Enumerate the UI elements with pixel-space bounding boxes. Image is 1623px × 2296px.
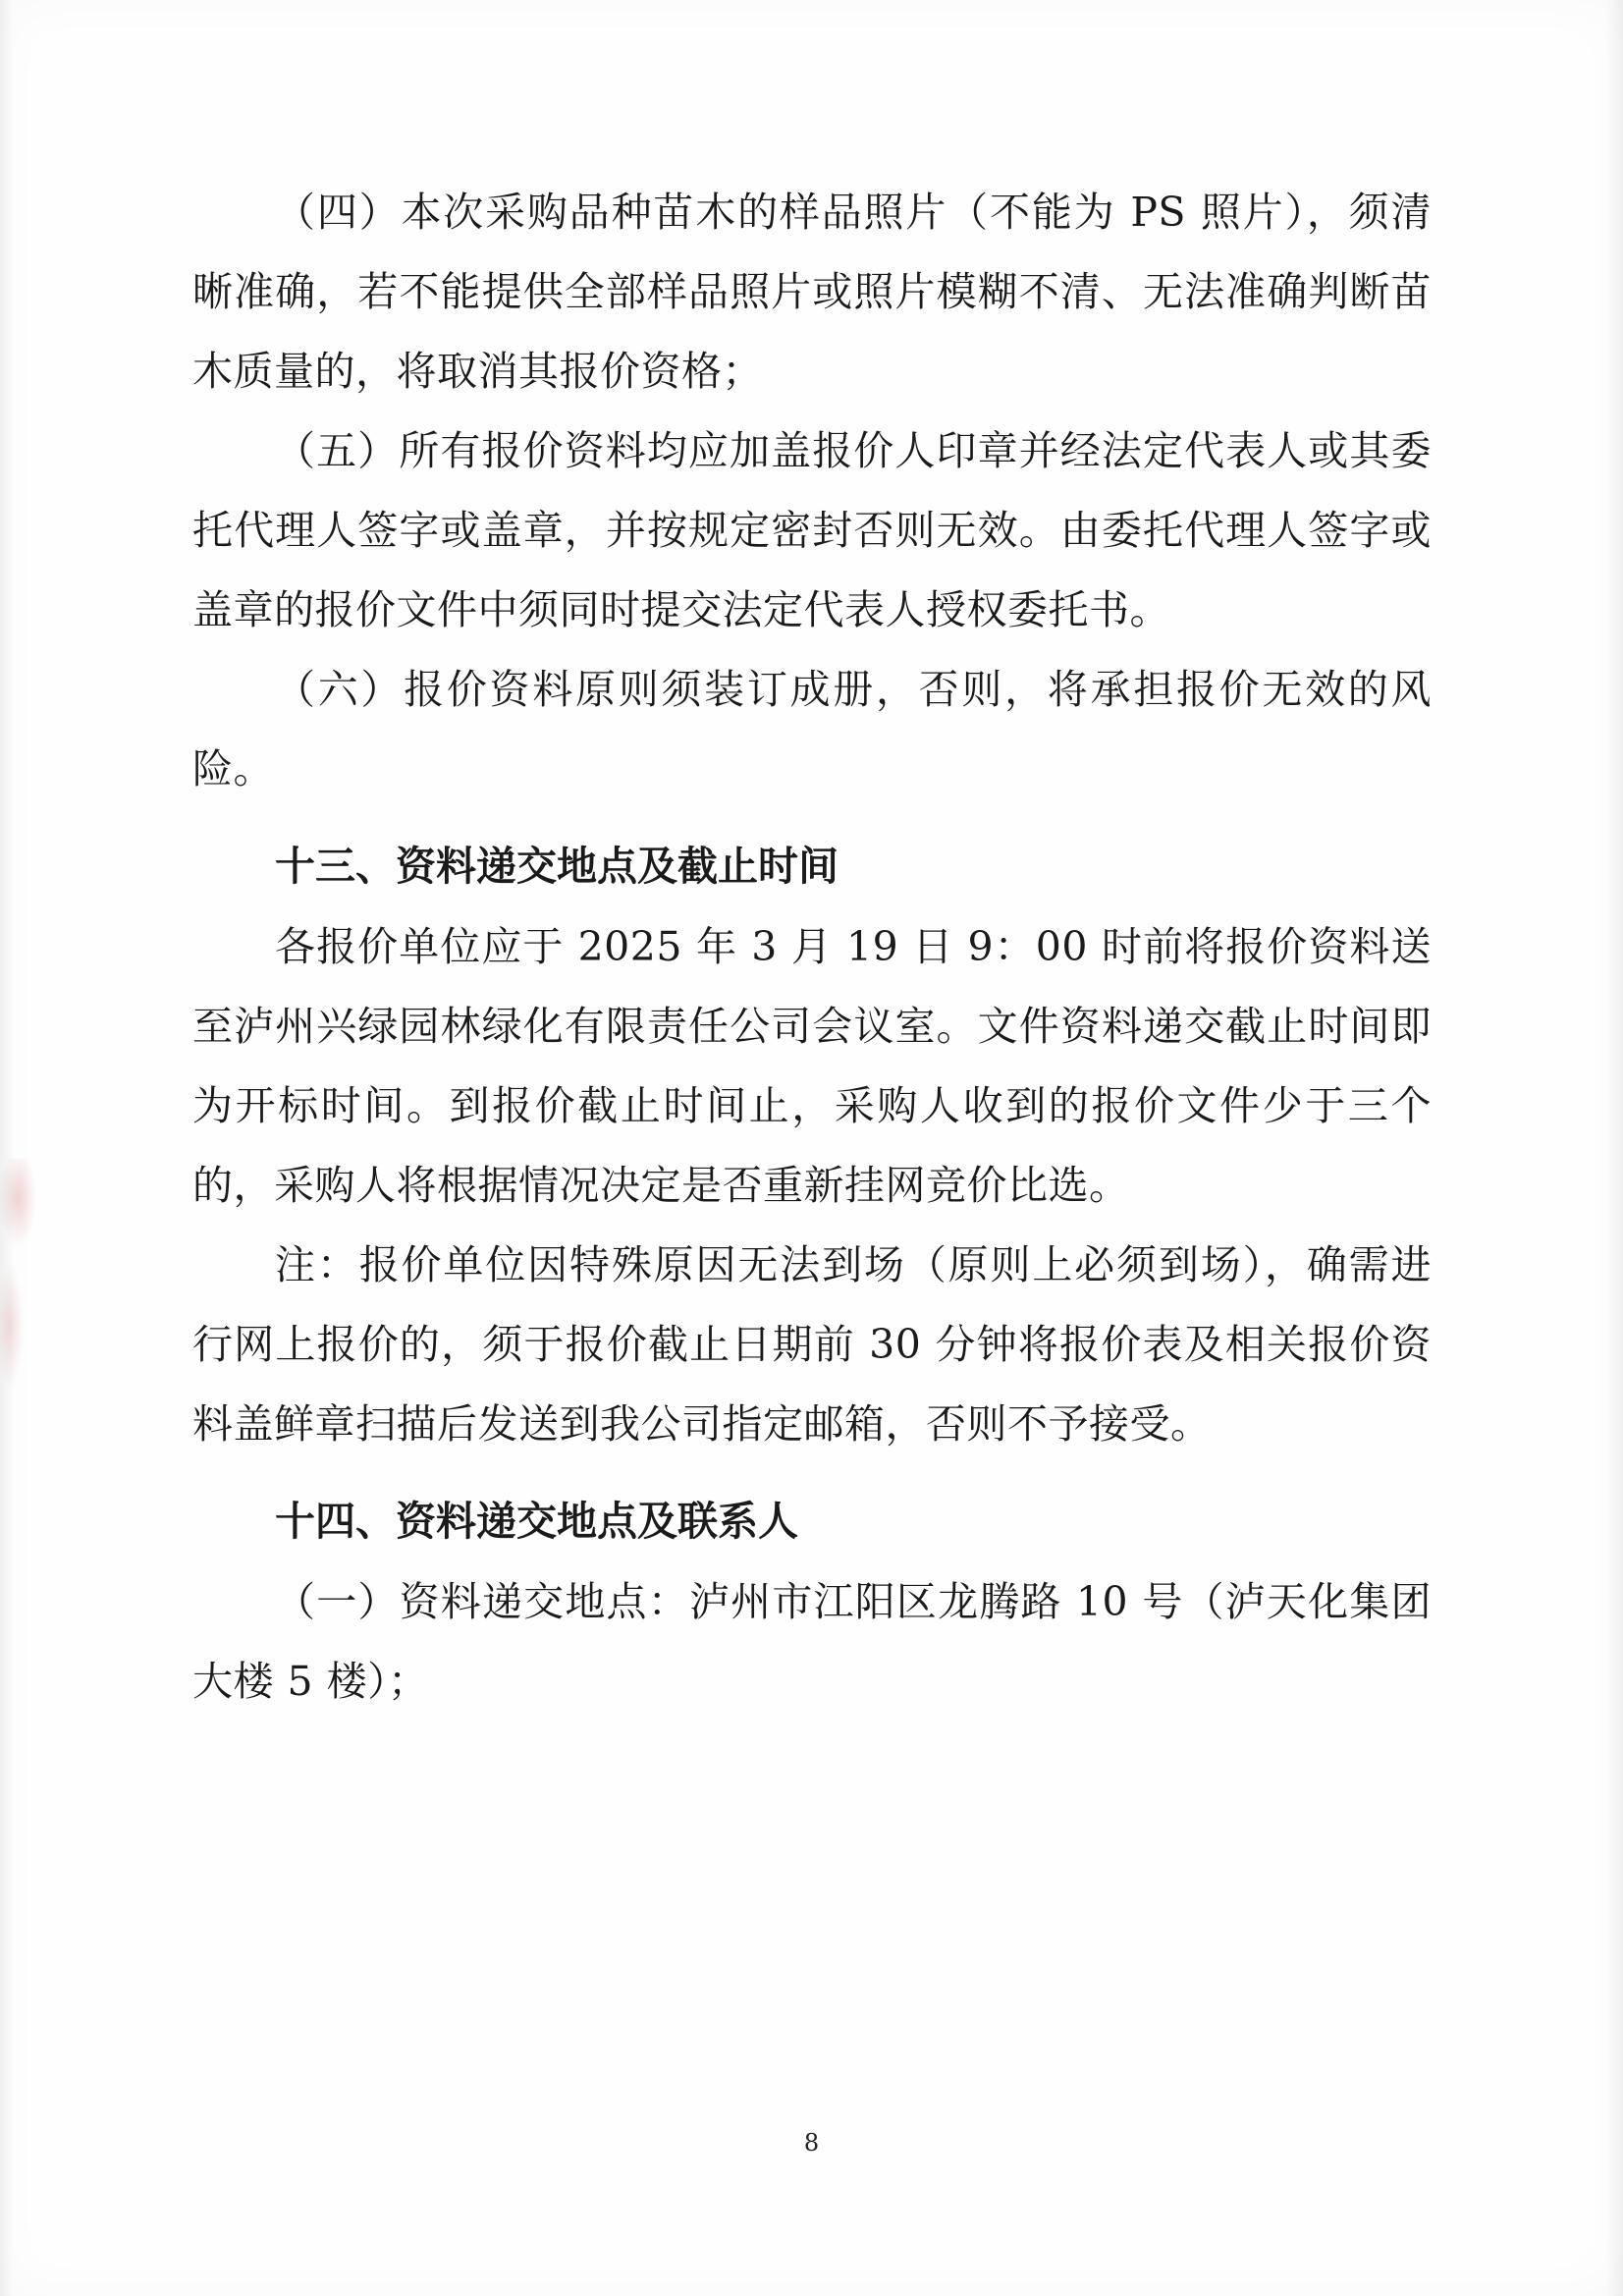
paragraph-block-item-5 [192,411,1432,650]
paragraph-item-6: （六）报价资料原则须装订成册，否则，将承担报价无效的风险。 [192,666,1432,793]
section-heading-13: 十三、资料递交地点及截止时间 [275,843,839,890]
document-body [192,173,1432,1722]
page-number: 8 [803,2129,820,2157]
paragraph-block-item-4 [192,173,1432,411]
paragraph-block-item-6 [192,650,1432,809]
paragraph-item-5: （五）所有报价资料均应加盖报价人印章并经法定代表人或其委托代理人签字或盖章，并按规定密封否则无效。由委托代理人签字或盖章的报价文件中须同时提交法定代表人授权委托书。 [192,427,1432,633]
paragraph-submission-note: 注：报价单位因特殊原因无法到场（原则上必须到场），确需进行网上报价的，须于报价截止日期前 30 分钟将报价表及相关报价资料盖鲜章扫描后发送到我公司指定邮箱，否则不予接受。 [192,1241,1432,1448]
paragraph-block-submission-address [192,1562,1432,1722]
paragraph-block-submission-deadline [192,907,1432,1226]
paragraph-item-4: （四）本次采购品种苗木的样品照片（不能为 PS 照片），须清晰准确，若不能提供全部样品照片或照片模糊不清、无法准确判断苗木质量的，将取消其报价资格； [192,189,1432,395]
scan-edge-right [1605,0,1623,2296]
section-heading-14: 十四、资料递交地点及联系人 [275,1498,798,1545]
paragraph-block-submission-note [192,1226,1432,1464]
scan-edge-left [0,0,14,2296]
paragraph-submission-address: （一）资料递交地点：泸州市江阳区龙腾路 10 号（泸天化集团大楼 5 楼）； [192,1578,1432,1705]
paragraph-submission-deadline: 各报价单位应于 2025 年 3 月 19 日 9：00 时前将报价资料送至泸州兴绿园林绿化有限责任公司会议室。文件资料递交截止时间即为开标时间。到报价截止时间止，采购人收到的报价文件少于三个的，采购人将根据情况决定是否重新挂网竞价比选。 [192,923,1432,1209]
